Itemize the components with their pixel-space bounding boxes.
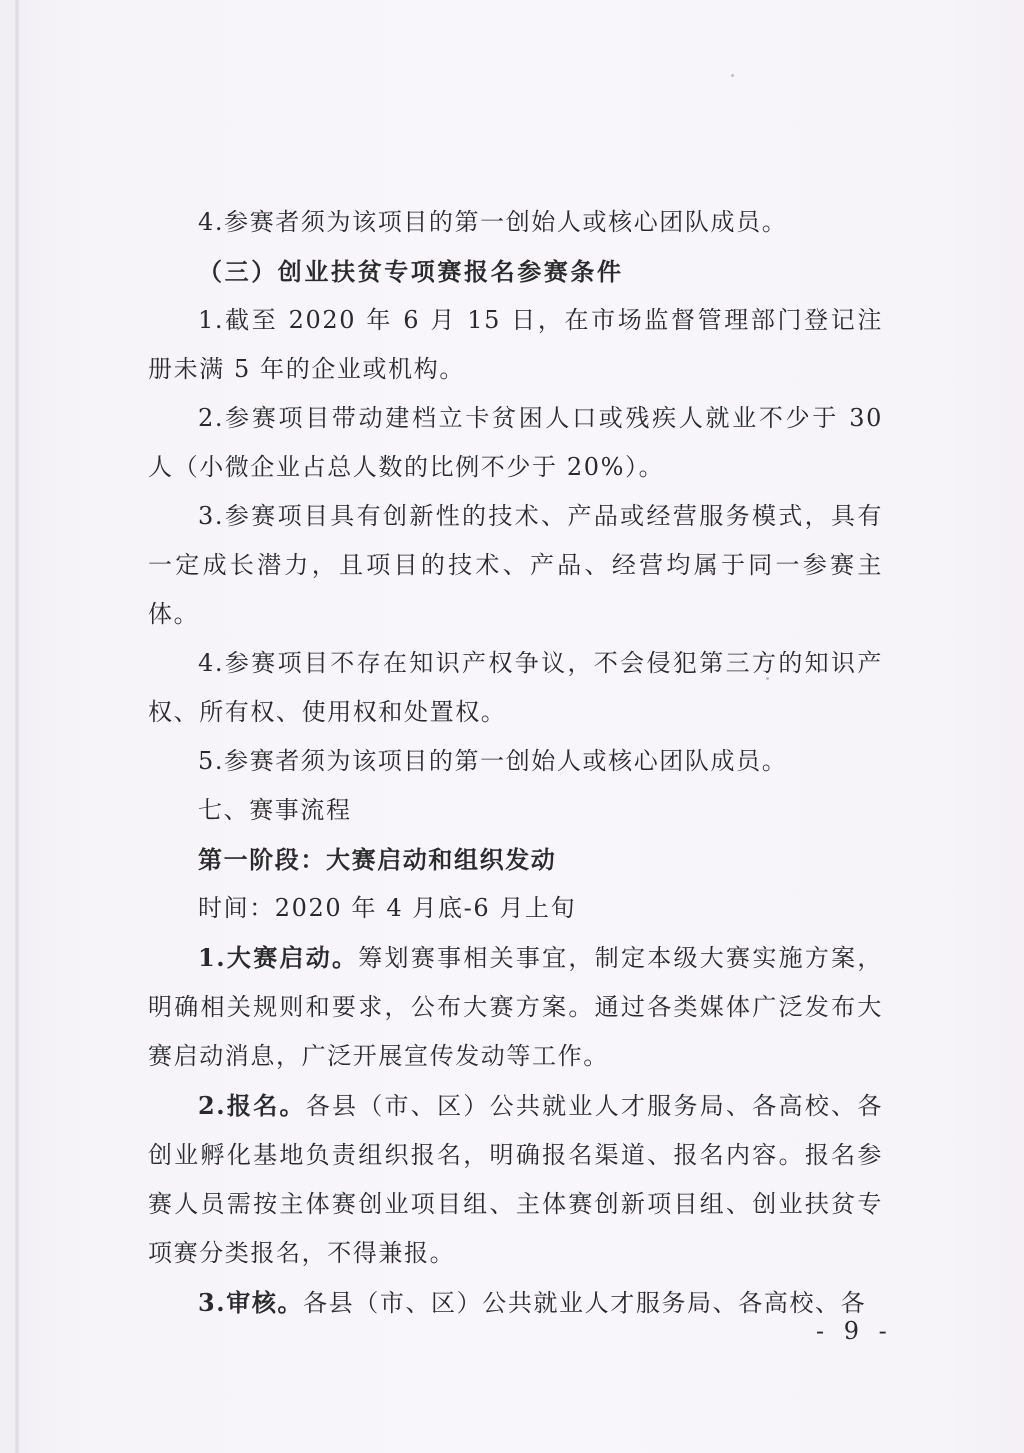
paragraph-lead: 1.大赛启动。 [198,943,359,972]
scan-speck [731,74,734,77]
paragraph-condition-2: 2.参赛项目带动建档立卡贫困人口或残疾人就业不少于 30 人（小微企业占总人数的比例不少于 20%）。 [148,404,883,481]
stage-heading: 第一阶段：大赛启动和组织发动 [198,845,557,874]
paragraph-condition-4: 4.参赛者须为该项目的第一创始人或核心团队成员。 [198,208,788,236]
paragraph-condition-1: 1.截至 2020 年 6 月 15 日，在市场监督管理部门登记注册未满 5 年的企业或机构。 [148,306,883,383]
page-number: - 9 - [816,1317,893,1345]
document-body [148,198,883,1328]
paragraph-condition-4b: 4.参赛项目不存在知识产权争议，不会侵犯第三方的知识产权、所有权、使用权和处置权。 [148,649,883,726]
scan-edge-shadow [14,0,20,1453]
paragraph-condition-5: 5.参赛者须为该项目的第一创始人或核心团队成员。 [198,747,788,775]
paragraph-condition-3: 3.参赛项目具有创新性的技术、产品或经营服务模式，具有一定成长潜力，且项目的技术、产品、经营均属于同一参赛主体。 [148,502,883,628]
paragraph-text: 各县（市、区）公共就业人才服务局、各高校、各 [303,1289,867,1317]
paragraph-registration [148,1081,883,1278]
paragraph-text: 各县（市、区）公共就业人才服务局、各高校、各创业孵化基地负责组织报名，明确报名渠道、报名内容。报名参赛人员需按主体赛创业项目组、主体赛创新项目组、创业扶贫专项赛分类报名，不得兼报。 [148,1092,883,1267]
stage-time: 时间：2020 年 4 月底-6 月上旬 [198,894,577,922]
paragraph-lead: 3.审核。 [198,1288,304,1317]
paragraph-review [148,1278,883,1328]
paragraph-text: 筹划赛事相关事宜，制定本级大赛实施方案，明确相关规则和要求，公布大赛方案。通过各类媒体广泛发布大赛启动消息，广泛开展宣传发动等工作。 [148,944,883,1070]
section-heading: 七、赛事流程 [198,796,352,824]
paragraph-launch [148,933,883,1081]
section-subheading: （三）创业扶贫专项赛报名参赛条件 [198,257,624,286]
paragraph-lead: 2.报名。 [198,1091,306,1120]
